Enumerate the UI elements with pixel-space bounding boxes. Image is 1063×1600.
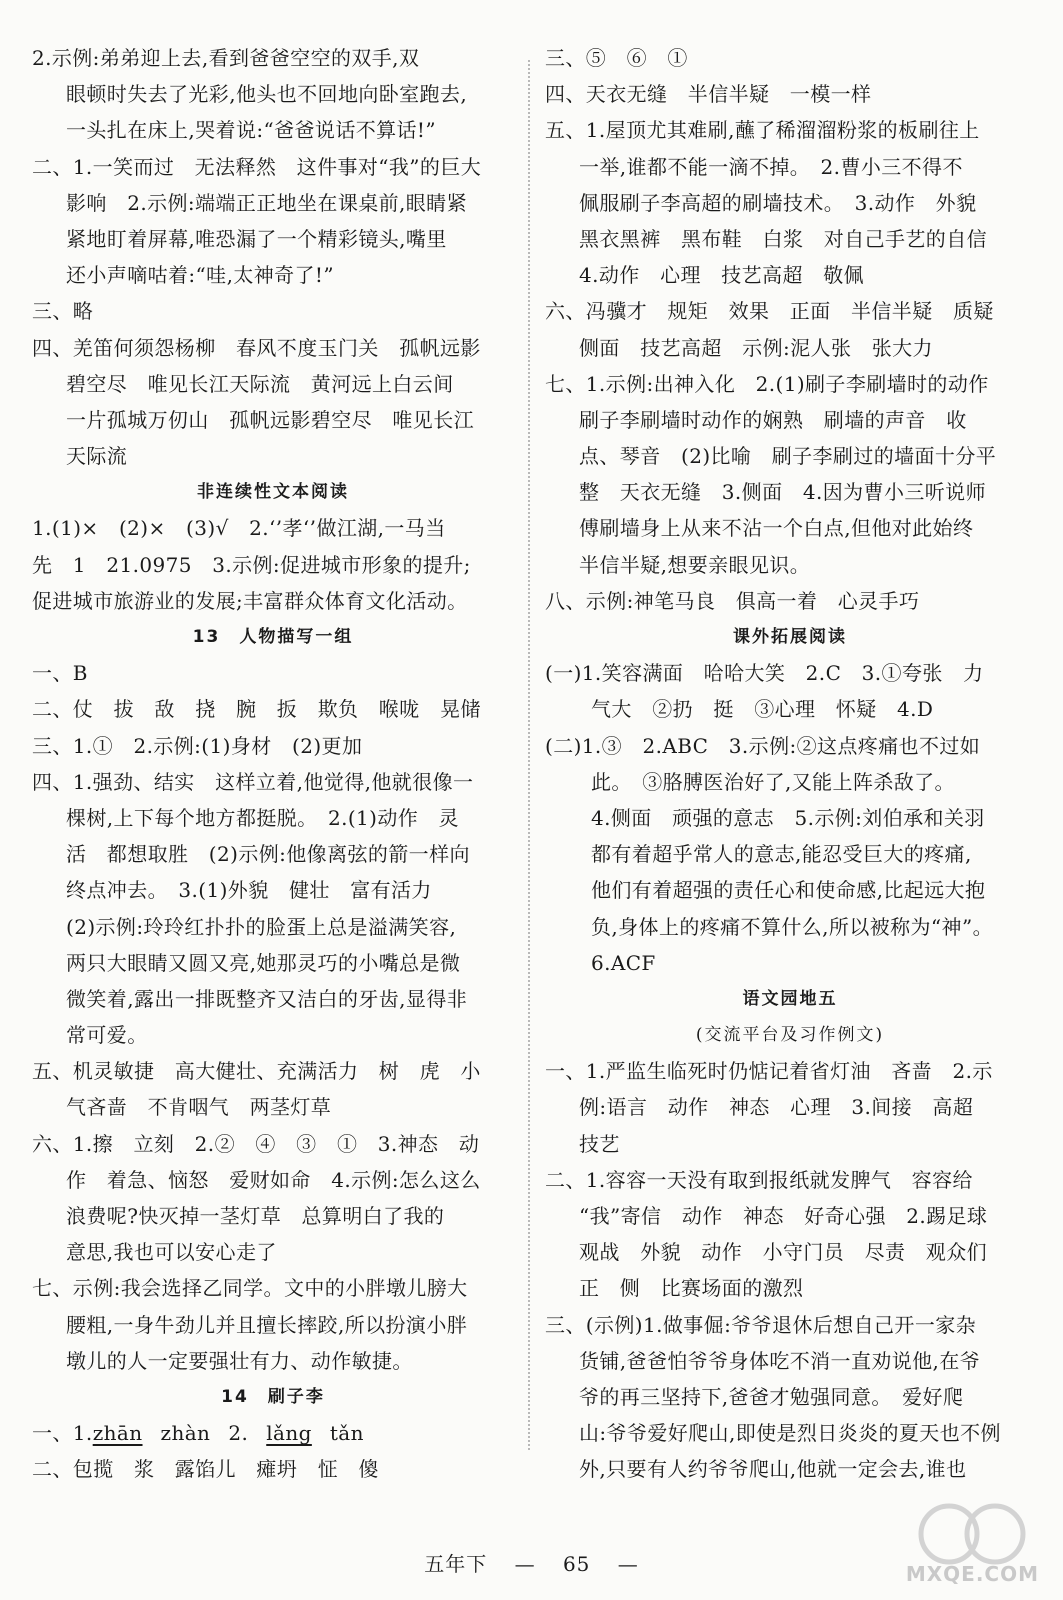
answer-line: “我”寄信 动作 神态 好奇心强 2.踢足球 xyxy=(579,1204,988,1228)
answer-line: (2)示例:玲玲红扑扑的脸蛋上总是溢满笑容, xyxy=(66,914,457,939)
pinyin-item: lǎng xyxy=(266,1421,312,1446)
answer-line: 墩儿的人一定要强壮有力、动作敏捷。 xyxy=(66,1348,413,1373)
answer-line: 点、琴音 (2)比喻 刷子李刷过的墙面十分平 xyxy=(579,444,997,469)
answer-line: 他们有着超强的责任心和使命感,比起远大抱 xyxy=(591,878,986,903)
right-column xyxy=(545,40,1035,1488)
answer-line: 先 1 21.0975 3.示例:促进城市形象的提升; xyxy=(32,552,471,577)
section-heading: 课外拓展阅读 xyxy=(733,627,847,647)
answer-line: 外,只要有人约爷爷爬山,他就一定会去,谁也 xyxy=(579,1457,967,1482)
answer-line: 活 都想取胜 (2)示例:他像离弦的箭一样向 xyxy=(66,842,470,867)
answer-line: 三、1.① 2.示例:(1)身材 (2)更加 xyxy=(32,733,363,758)
answer-line: 四、1.强劲、结实 这样立着,他觉得,他就很像一 xyxy=(32,769,474,794)
answer-line: 四、天衣无缝 半信半疑 一模一样 xyxy=(545,82,872,107)
answer-line: 七、示例:我会选择乙同学。文中的小胖墩儿膀大 xyxy=(32,1276,468,1301)
answer-line: 四、羌笛何须怨杨柳 春风不度玉门关 孤帆远影 xyxy=(32,335,481,360)
answer-line: 例:语言 动作 神态 心理 3.间接 高超 xyxy=(579,1095,974,1120)
answer-line: 紧地盯着屏幕,唯恐漏了一个精彩镜头,嘴里 xyxy=(66,226,447,251)
answer-line: 1.(1)× (2)× (3)√ 2.‘’孝‘’做江湖,一马当 xyxy=(32,516,446,541)
answer-line: 4.动作 心理 技艺高超 敬佩 xyxy=(579,263,865,288)
answer-line: 气大 ②扔 挺 ③心理 怀疑 4.D xyxy=(591,697,934,722)
answer-line: 2.示例:弟弟迎上去,看到爸爸空空的双手,双 xyxy=(32,46,420,70)
answer-line: 二、包揽 浆 露馅儿 瘫坍 怔 傻 xyxy=(32,1457,379,1482)
section-heading: 14 刷子李 xyxy=(221,1386,325,1407)
answer-line: 三、(示例)1.做事倔:爷爷退休后想自己开一家杂 xyxy=(545,1312,977,1337)
answer-line: 七、1.示例:出神入化 2.(1)刷子李刷墙时的动作 xyxy=(545,371,989,396)
answer-line: 二、1.容容一天没有取到报纸就发脾气 容容给 xyxy=(545,1167,973,1192)
answer-line: 负,身体上的疼痛不算什么,所以被称为“神”。 xyxy=(591,914,993,939)
answer-line: 二、1.一笑而过 无法释然 这件事对“我”的巨大 xyxy=(32,154,482,179)
answer-line: 还小声嘀咕着:“哇,太神奇了!” xyxy=(66,263,334,288)
answer-line: 微笑着,露出一排既整齐又洁白的牙齿,显得非 xyxy=(66,986,468,1011)
answer-line: 棵树,上下每个地方都挺脱。 2.(1)动作 灵 xyxy=(66,805,459,830)
answer-line: 爷的再三坚持下,爸爸才勉强同意。 爱好爬 xyxy=(579,1384,964,1409)
answer-line: 刷子李刷墙时动作的娴熟 刷墙的声音 收 xyxy=(579,407,967,432)
answer-line: 正 侧 比赛场面的激烈 xyxy=(579,1276,804,1301)
answer-line: 6.ACF xyxy=(591,950,656,975)
watermark-text: MXQE.COM xyxy=(905,1562,1039,1586)
answer-line: 常可爱。 xyxy=(66,1023,148,1048)
answer-line: 影响 2.示例:端端正正地坐在课桌前,眼睛紧 xyxy=(66,190,467,215)
watermark-logo xyxy=(819,1500,1049,1592)
answer-line: 一举,谁都不能一滴不掉。 2.曹小三不得不 xyxy=(579,154,963,179)
page-number: 65 xyxy=(562,1552,591,1576)
section-heading: (交流平台及习作例文) xyxy=(695,1025,885,1046)
answer-line: 三、略 xyxy=(32,299,94,324)
answer-line: 傅刷墙身上从来不沾一个白点,但他对此始终 xyxy=(579,516,974,541)
answer-line: 五、机灵敏捷 高大健壮、充满活力 树 虎 小 xyxy=(32,1059,481,1084)
answer-line: 腰粗,一身牛劲儿并且擅长摔跤,所以扮演小胖 xyxy=(66,1312,468,1337)
answer-line: 侧面 技艺高超 示例:泥人张 张大力 xyxy=(579,335,933,360)
answer-line: 一头扎在床上,哭着说:“爸爸说话不算话!” xyxy=(66,118,436,143)
section-heading: 非连续性文本阅读 xyxy=(197,482,349,503)
answer-line: 货铺,爸爸怕爷爷身体吃不消一直劝说他,在爷 xyxy=(579,1348,981,1373)
answer-line: 终点冲去。 3.(1)外貌 健壮 富有活力 xyxy=(66,878,432,903)
answer-line-lead: 一、1. xyxy=(32,1421,93,1446)
answer-line: 此。 ③胳膊医治好了,又能上阵杀敌了。 xyxy=(591,769,955,794)
answer-line: 一、B xyxy=(32,661,88,686)
answer-line: (一)1.笑容满面 哈哈大笑 2.C 3.①夸张 力 xyxy=(545,661,984,686)
answer-line: 六、1.擦 立刻 2.② ④ ③ ① 3.神态 动 xyxy=(32,1131,480,1156)
section-heading: 语文园地五 xyxy=(742,988,838,1009)
answer-line: 作 着急、恼怒 爱财如命 4.示例:怎么这么 xyxy=(66,1167,481,1192)
answer-line: (二)1.③ 2.ABC 3.示例:②这点疼痛也不过如 xyxy=(545,733,981,758)
answer-line: 都有着超乎常人的意志,能忍受巨大的疼痛, xyxy=(591,842,972,867)
answer-line: 八、示例:神笔马良 俱高一着 心灵手巧 xyxy=(545,588,920,613)
pinyin-item: zhān xyxy=(92,1421,143,1446)
answer-line: 六、冯骥才 规矩 效果 正面 半信半疑 质疑 xyxy=(545,299,994,324)
answer-line: 半信半疑,想要亲眼见识。 xyxy=(579,552,811,577)
answer-line: 整 天衣无缝 3.侧面 4.因为曹小三听说师 xyxy=(579,480,986,505)
answer-line: 气吝啬 不肯咽气 两茎灯草 xyxy=(66,1095,332,1120)
section-heading: 13 人物描写一组 xyxy=(192,627,354,647)
answer-line: 两只大眼睛又圆又亮,她那灵巧的小嘴总是微 xyxy=(66,950,461,975)
answer-line: 意思,我也可以安心走了 xyxy=(66,1240,277,1265)
footer-dash: — xyxy=(514,1552,536,1576)
left-column xyxy=(32,40,514,1488)
pinyin-item: zhàn xyxy=(160,1421,211,1446)
answer-line: 佩服刷子李高超的刷墙技术。 3.动作 外貌 xyxy=(579,190,977,215)
footer-dash-end: — xyxy=(617,1552,639,1576)
answer-line: 促进城市旅游业的发展;丰富群众体育文化活动。 xyxy=(32,588,468,613)
answer-line: 浪费呢?快灭掉一茎灯草 总算明白了我的 xyxy=(66,1204,445,1228)
answer-line xyxy=(32,1415,514,1451)
answer-line: 三、⑤ ⑥ ① xyxy=(545,46,688,70)
answer-line: 一片孤城万仞山 孤帆远影碧空尽 唯见长江 xyxy=(66,407,474,432)
answer-line: 天际流 xyxy=(66,444,128,469)
pinyin-item: 2. xyxy=(228,1421,249,1446)
footer-grade: 五年下 xyxy=(424,1552,488,1576)
answer-line: 观战 外貌 动作 小守门员 尽责 观众们 xyxy=(579,1240,987,1265)
answer-line: 眼顿时失去了光彩,他头也不回地向卧室跑去, xyxy=(66,82,468,107)
answer-line: 一、1.严监生临死时仍惦记着省灯油 吝啬 2.示 xyxy=(545,1059,993,1084)
column-divider xyxy=(528,60,530,1450)
answer-line: 技艺 xyxy=(579,1131,620,1156)
answer-line: 4.侧面 顽强的意志 5.示例:刘伯承和关羽 xyxy=(591,805,985,830)
answer-line: 黑衣黑裤 黑布鞋 白浆 对自己手艺的自信 xyxy=(579,226,987,251)
answer-line: 二、仗 拔 敌 挠 腕 扳 欺负 喉咙 晃储 xyxy=(32,697,481,722)
answer-line: 碧空尽 唯见长江天际流 黄河远上白云间 xyxy=(66,371,454,396)
answer-line: 五、1.屋顶尤其难刷,蘸了稀溜溜粉浆的板刷往上 xyxy=(545,118,980,143)
answer-line: 山:爷爷爱好爬山,即使是烈日炎炎的夏天也不例 xyxy=(579,1421,1001,1446)
pinyin-item: tǎn xyxy=(329,1421,364,1446)
